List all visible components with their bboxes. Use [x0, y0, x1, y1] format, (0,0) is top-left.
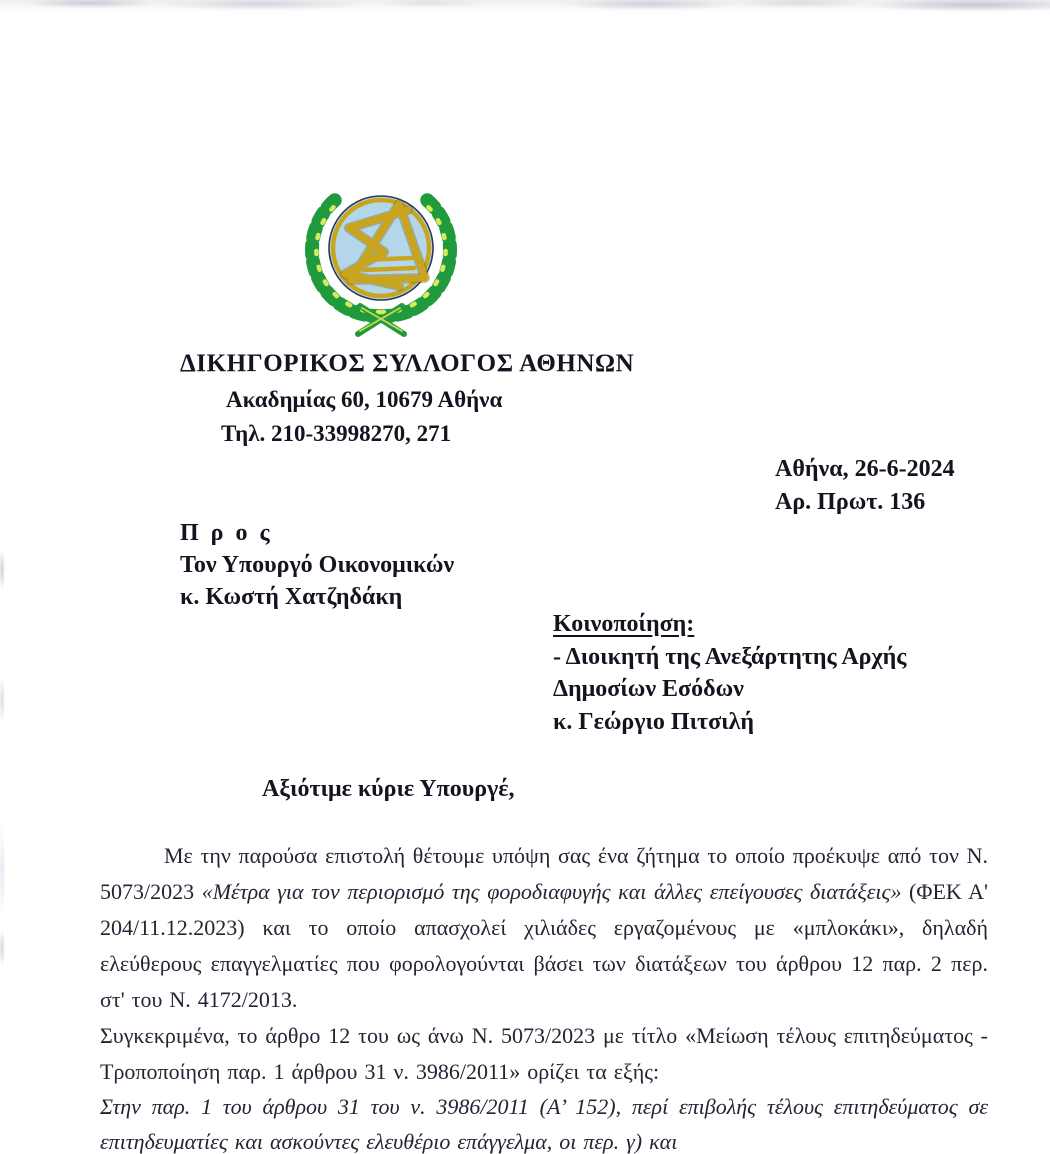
paragraph-2: Συγκεκριμένα, το άρθρο 12 του ως άνω Ν. 5073/2023 με τίτλο «Μείωση τέλους επιτηδεύματος - Τροποποίηση παρ. 1 άρθρου 31 ν. 3986/2011» ορίζει τα εξής:: [100, 1023, 988, 1084]
recipient-heading: Π ρ ο ς: [180, 520, 273, 546]
p1-run-1: Με την παρούσα επιστολή θέτουμε υπόψη σας ένα ζήτημα το οποίο προέκυψε από τον Ν. 5073/2023: [100, 843, 988, 904]
law-quote-paragraph: Στην παρ. 1 του άρθρου 31 του ν. 3986/2011 (Α’ 152), περί επιβολής τέλους επιτηδεύματος σε επιτηδευματίες και ασκούντες ελευθέριο επάγγελμα, οι περ. γ) και: [100, 1094, 988, 1154]
paragraph-1: [100, 838, 988, 1018]
org-address: Ακαδημίας 60, 10679 Αθήνα: [226, 387, 503, 412]
recipient-line-1: Τον Υπουργό Οικονομικών: [180, 552, 455, 578]
athens-bar-emblem-icon: [298, 168, 464, 338]
p1-law-title: «Μέτρα για τον περιορισμό της φοροδιαφυγής και άλλες επείγουσες διατάξεις»: [201, 879, 902, 904]
p1-run-3: (ΦΕΚ Α' 204/11.12.2023) και το οποίο απασχολεί χιλιάδες εργαζομένους με «μπλοκάκι», δηλαδή ελεύθερους επαγγελματίες που φορολογούνται βάσει των διατάξεων του άρθρου 12 παρ. 2 περ. στ' του Ν. 4172/2013.: [100, 879, 988, 1012]
protocol-line: Αρ. Πρωτ. 136: [775, 489, 926, 515]
recipient-line-2: κ. Κωστή Χατζηδάκη: [180, 584, 403, 610]
letter-body: [100, 838, 988, 1154]
meta-block: [775, 453, 955, 519]
recipient-block: [180, 517, 454, 613]
scan-artifact-left: [0, 540, 7, 970]
salutation: Αξιότιμε κύριε Υπουργέ,: [262, 776, 515, 802]
scan-artifact-top: [0, 0, 1050, 16]
cc-line-2: Δημοσίων Εσόδων: [553, 676, 744, 702]
date-line: Αθήνα, 26-6-2024: [775, 456, 955, 482]
cc-heading: Κοινοποίηση:: [553, 611, 695, 637]
org-name: ΔΙΚΗΓΟΡΙΚΟΣ ΣΥΛΛΟΓΟΣ ΑΘΗΝΩΝ: [180, 350, 635, 377]
cc-line-3: κ. Γεώργιο Πιτσιλή: [553, 708, 754, 735]
cc-line-1: - Διοικητή της Ανεξάρτητης Αρχής: [553, 643, 907, 670]
cc-block: [553, 608, 906, 738]
org-logo: [298, 168, 464, 334]
org-phone: Τηλ. 210-33998270, 271: [221, 421, 452, 446]
